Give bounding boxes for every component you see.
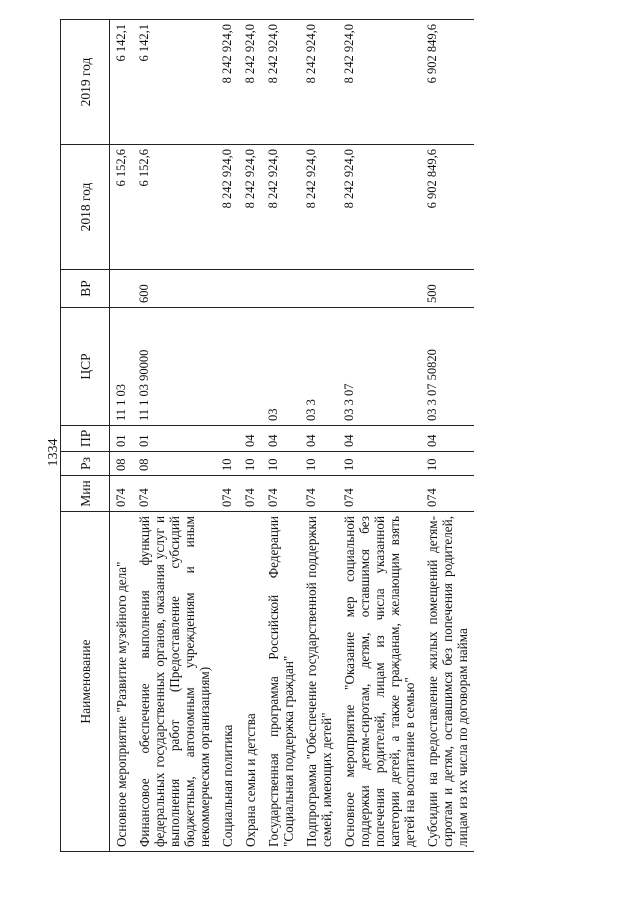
row-rz: 10 (262, 452, 300, 476)
table-header-row (61, 20, 110, 852)
row-min: 074 (421, 476, 474, 512)
row-pr: 04 (338, 426, 421, 452)
row-rz: 10 (239, 452, 262, 476)
row-vr (239, 270, 262, 308)
row-min: 074 (216, 476, 239, 512)
row-2019: 8 242 924,0 (338, 20, 421, 145)
table-row (421, 20, 474, 852)
row-min: 074 (262, 476, 300, 512)
table-row (216, 20, 239, 852)
row-min: 074 (239, 476, 262, 512)
row-vr (300, 270, 338, 308)
row-csr: 03 3 07 50820 (421, 308, 474, 426)
row-csr: 03 (262, 308, 300, 426)
row-2018: 8 242 924,0 (300, 145, 338, 270)
row-name: Охрана семьи и детства (239, 512, 262, 852)
row-rz: 10 (338, 452, 421, 476)
row-vr: 600 (133, 270, 216, 308)
header-pr: ПР (61, 426, 110, 452)
row-pr: 04 (262, 426, 300, 452)
row-pr: 01 (133, 426, 216, 452)
row-rz: 10 (421, 452, 474, 476)
table-row (300, 20, 338, 852)
row-min: 074 (300, 476, 338, 512)
row-2019: 8 242 924,0 (262, 20, 300, 145)
row-2019: 6 902 849,6 (421, 20, 474, 145)
row-rz: 10 (300, 452, 338, 476)
row-2019: 6 142,1 (110, 20, 134, 145)
row-name: Субсидии на предоставление жилых помещений детям-сиротам и детям, оставшимся без попечения родителей, лицам из их числа по договорам найма (421, 512, 474, 852)
row-2018: 8 242 924,0 (216, 145, 239, 270)
table-row (110, 20, 134, 852)
row-vr (262, 270, 300, 308)
row-pr (216, 426, 239, 452)
row-2018: 8 242 924,0 (338, 145, 421, 270)
row-csr (216, 308, 239, 426)
row-2019: 8 242 924,0 (216, 20, 239, 145)
row-2018: 8 242 924,0 (262, 145, 300, 270)
row-2018: 8 242 924,0 (239, 145, 262, 270)
row-name: Основное мероприятие "Оказание мер социальной поддержки детям-сиротам, детям, оставшимся без попечения родителей, лицам из числа указанной категории детей, а также гражданам, желающим взять детей на воспитание в семью" (338, 512, 421, 852)
row-csr: 11 1 03 90000 (133, 308, 216, 426)
row-vr (338, 270, 421, 308)
row-name: Государственная программа Российской Федерации "Социальная поддержка граждан" (262, 512, 300, 852)
table-row (239, 20, 262, 852)
row-name: Подпрограмма "Обеспечение государственной поддержки семей, имеющих детей" (300, 512, 338, 852)
page-number: 1334 (46, 438, 61, 467)
row-csr (239, 308, 262, 426)
row-csr: 03 3 (300, 308, 338, 426)
header-2018: 2018 год (61, 145, 110, 270)
row-min: 074 (338, 476, 421, 512)
row-min: 074 (110, 476, 134, 512)
row-rz: 08 (110, 452, 134, 476)
row-min: 074 (133, 476, 216, 512)
header-name: Наименование (61, 512, 110, 852)
row-pr: 04 (421, 426, 474, 452)
header-vr: ВР (61, 270, 110, 308)
row-vr: 500 (421, 270, 474, 308)
table-row (262, 20, 300, 852)
row-pr: 01 (110, 426, 134, 452)
table-row (133, 20, 216, 852)
table-row (338, 20, 421, 852)
header-csr: ЦСР (61, 308, 110, 426)
header-rz: Рз (61, 452, 110, 476)
row-2019: 8 242 924,0 (300, 20, 338, 145)
row-name: Финансовое обеспечение выполнения функций федеральных государственных органов, оказания услуг и выполнения работ (Предоставление субсидий бюджетным, автономным учреждениям и иным некоммерческим организациям) (133, 512, 216, 852)
row-name: Основное мероприятие "Развитие музейного дела" (110, 512, 134, 852)
row-rz: 10 (216, 452, 239, 476)
row-pr: 04 (300, 426, 338, 452)
row-pr: 04 (239, 426, 262, 452)
budget-table (60, 19, 474, 852)
header-2019: 2019 год (61, 20, 110, 145)
row-2018: 6 902 849,6 (421, 145, 474, 270)
row-2019: 6 142,1 (133, 20, 216, 145)
row-rz: 08 (133, 452, 216, 476)
row-2019: 8 242 924,0 (239, 20, 262, 145)
row-vr (216, 270, 239, 308)
row-name: Социальная политика (216, 512, 239, 852)
row-2018: 6 152,6 (133, 145, 216, 270)
row-2018: 6 152,6 (110, 145, 134, 270)
row-vr (110, 270, 134, 308)
header-min: Мин (61, 476, 110, 512)
row-csr: 03 3 07 (338, 308, 421, 426)
row-csr: 11 1 03 (110, 308, 134, 426)
